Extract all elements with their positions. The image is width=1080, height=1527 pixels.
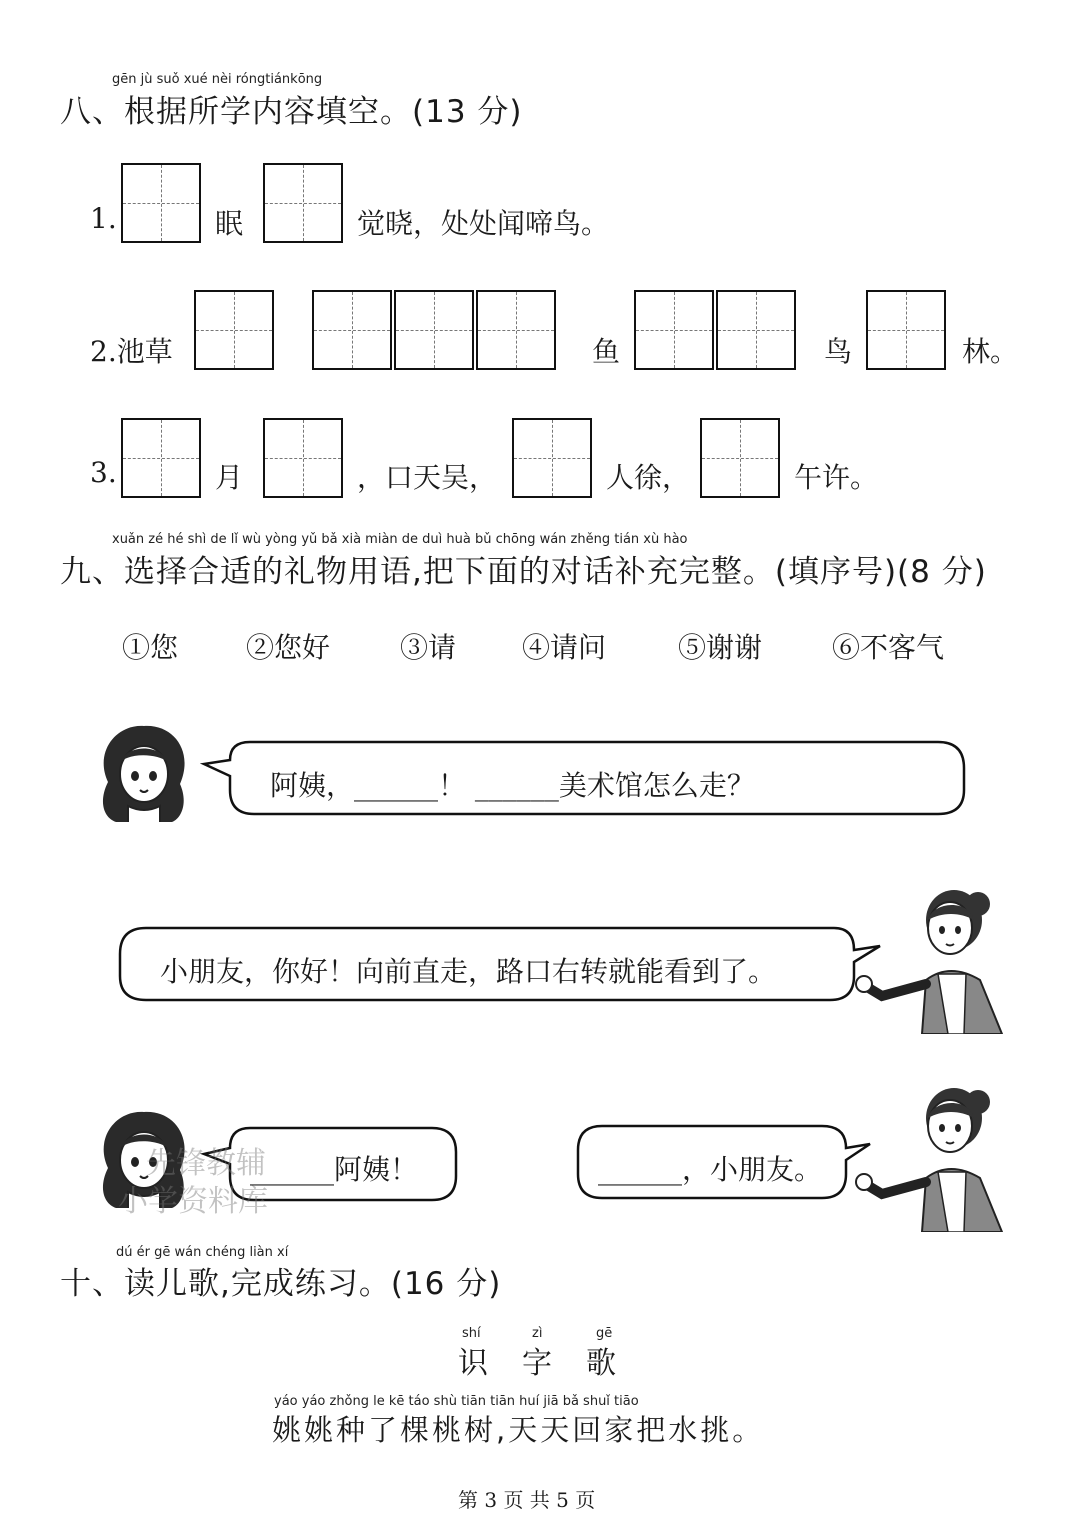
answer-box[interactable] [312,290,392,370]
q3-text-1: 月 [215,461,244,494]
watermark-line-2: 小学资料库 [118,1184,268,1219]
poem-title-pinyin-3: gē [596,1326,613,1341]
watermark-line-1: 先锋教辅 [146,1146,266,1181]
q3-text-4: 午许。 [794,461,879,494]
poem-title-pinyin-1: shí [462,1326,481,1341]
option-1: ①您 [122,631,179,664]
poem-line-1: 姚姚种了棵桃树,天天回家把水挑。 [272,1413,765,1447]
answer-box[interactable] [866,290,946,370]
dialog-line-3: ______阿姨！ [250,1153,419,1186]
option-6: ⑥不客气 [832,631,945,664]
answer-box[interactable] [263,163,343,243]
q3-number: 3. [90,456,117,489]
poem-title: 识字歌 [458,1346,650,1381]
girl-illustration [88,722,200,826]
poem-line1-pinyin: yáo yáo zhǒng le kē táo shù tiān tiān huí jiā bǎ shuǐ tiāo [274,1394,639,1409]
answer-box[interactable] [512,418,592,498]
answer-box[interactable] [263,418,343,498]
woman-illustration [852,884,1028,1034]
dialog-line-4: ______，小朋友。 [598,1153,823,1186]
option-5: ⑤谢谢 [678,631,763,664]
q1-number: 1. [90,202,117,235]
option-4: ④请问 [522,631,607,664]
section8-pinyin: gēn jù suǒ xué nèi róngtiánkōng [112,72,323,87]
q2-prefix: 2.池草 [90,335,173,368]
answer-box[interactable] [394,290,474,370]
woman-illustration [852,1082,1028,1232]
section10-pinyin: dú ér gē wán chéng liàn xí [116,1245,289,1260]
option-2: ②您好 [246,631,331,664]
section9-pinyin: xuǎn zé hé shì de lǐ wù yòng yǔ bǎ xià miàn de duì huà bǔ chōng wán zhěng tián xù hào [112,532,688,547]
answer-box[interactable] [634,290,714,370]
page-footer: 第 3 页 共 5 页 [458,1488,596,1512]
answer-box[interactable] [700,418,780,498]
answer-box[interactable] [121,163,201,243]
option-3: ③请 [400,631,457,664]
section8-title: 八、根据所学内容填空。(13 分) [60,94,523,130]
dialog-line-2: 小朋友，你好！向前直走，路口右转就能看到了。 [160,955,777,988]
dialog-line-1: 阿姨，______！ ______美术馆怎么走？ [270,769,755,802]
q1-text-1: 眠 [215,207,244,240]
q1-text-2: 觉晓，处处闻啼鸟。 [357,207,610,240]
answer-box[interactable] [716,290,796,370]
q2-text-3: 林。 [962,335,1019,368]
answer-box[interactable] [194,290,274,370]
section10-title: 十、读儿歌,完成练习。(16 分) [60,1266,502,1302]
q2-text-1: 鱼 [592,335,621,368]
answer-box[interactable] [476,290,556,370]
poem-title-pinyin-2: zì [532,1326,543,1341]
answer-box[interactable] [121,418,201,498]
section9-title: 九、选择合适的礼物用语,把下面的对话补充完整。(填序号)(8 分) [60,554,987,590]
q3-text-3: 人徐， [606,461,691,494]
q2-text-2: 鸟 [824,335,853,368]
q3-text-2: ，口天吴， [357,461,498,494]
